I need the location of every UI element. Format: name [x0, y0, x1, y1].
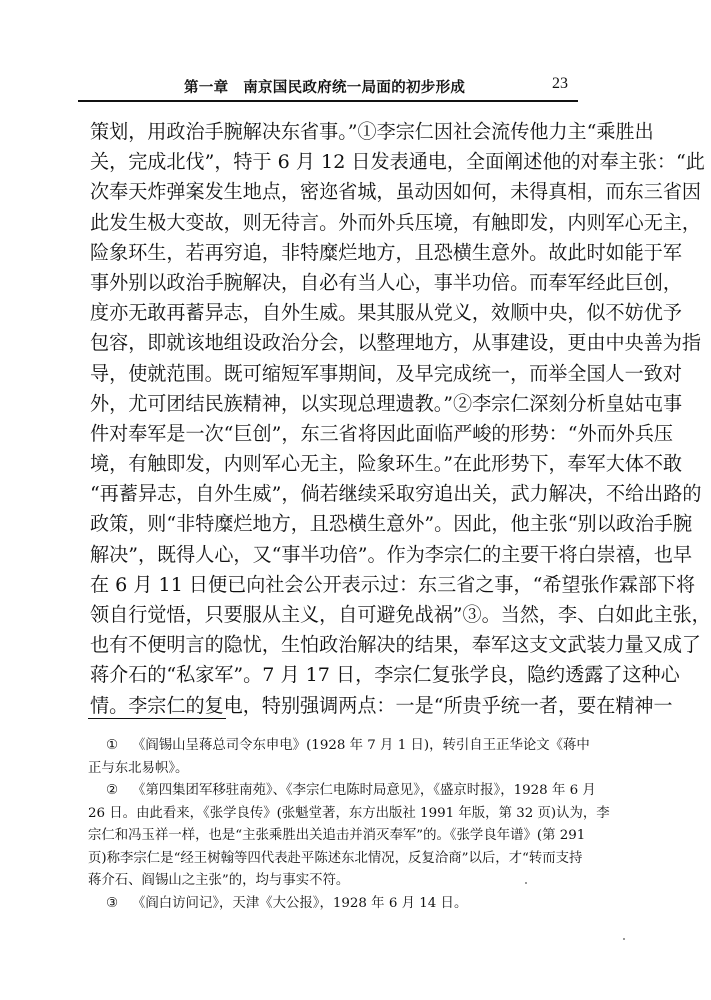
- body-line: 境，有触即发，内则军心无主，险象环生。”在此形势下，奉军大体不敢: [90, 452, 683, 476]
- scan-speck: [525, 882, 527, 884]
- body-text: [90, 117, 711, 721]
- body-line: 在 6 月 11 日便已向社会公开表示过：东三省之事，“希望张作霖部下将: [90, 572, 696, 596]
- body-line: 次奉天炸弹案发生地点，密迩省城，虽动因如何，未得真相，而东三省因: [90, 180, 701, 204]
- footnote-line: 《阎锡山呈蒋总司令东申电》(1928 年 7 月 1 日)，转引自王正华论文《蒋中: [132, 738, 590, 753]
- footnote-line: 正与东北易帜》。: [88, 760, 189, 776]
- body-line: 事外别以政治手腕解决，自必有当人心，事半功倍。而奉军经此巨创，: [90, 270, 682, 294]
- body-line: 领自行觉悟，只要服从主义，自可避免战祸”③。当然，李、白如此主张，: [90, 603, 711, 626]
- footnote-line: 宗仁和冯玉祥一样，也是“主张乘胜出关追击并消灭奉军”的。《张学良年谱》(第 291: [88, 828, 586, 843]
- body-line: 度亦无敢再蓄异志，自外生威。果其服从党义，效顺中央，似不妨优予: [90, 301, 682, 325]
- body-line: 也有不便明言的隐忧，生怕政治解决的结果，奉军这支文武装力量又成了: [90, 633, 701, 657]
- footnote-separator: [88, 718, 226, 719]
- footnote-line: 《第四集团军移驻南苑》、《李宗仁电陈时局意见》，《盛京时报》，1928 年 6 月: [132, 783, 596, 798]
- footnote-line: 26 日。由此看来，《张学良传》(张魁堂著，东方出版社 1991 年版，第 32 页)认为，李: [88, 805, 610, 821]
- body-line: 此发生极大变故，则无待言。外而外兵压境，有触即发，内则军心无主，: [90, 210, 701, 234]
- footnote-line: 页)称李宗仁是“经王树翰等四代表赴平陈述东北情况，反复洽商”以后，才“转而支持: [88, 850, 583, 866]
- body-line: 险象环生，若再穷追，非特糜烂地方，且恐横生意外。故此时如能于军: [90, 240, 682, 264]
- footnote-line: 蒋介石、阎锡山之主张”的，均与事实不符。: [88, 873, 350, 888]
- body-line: 件对奉军是一次“巨创”，东三省将因此面临严峻的形势：“外而外兵压: [90, 421, 674, 445]
- body-line: “再蓄异志，自外生威”，倘若继续采取穷追出关，武力解决，不给出路的: [90, 482, 702, 506]
- footnotes: [88, 735, 610, 915]
- body-line: 关，完成北伐”，特于 6 月 12 日发表通电，全面阐述他的对奉主张：“此: [90, 150, 705, 174]
- body-line: 政策，则“非特糜烂地方，且恐横生意外”。因此，他主张“别以政治手腕: [90, 512, 693, 536]
- footnote-3: [88, 893, 600, 916]
- body-line: 情。李宗仁的复电，特别强调两点：一是“所贵乎统一者，要在精神一: [90, 693, 673, 717]
- footnote-marker: ③: [106, 895, 119, 911]
- footnote-1: [88, 735, 600, 780]
- footnote-marker: ②: [106, 783, 119, 798]
- footnote-marker: ①: [106, 738, 119, 753]
- body-line: 包容，即就该地组设政治分会，以整理地方，从事建设，更由中央善为指: [90, 331, 701, 355]
- body-line: 导，使就范围。既可缩短军事期间，及早完成统一，而举全国人一致对: [90, 361, 682, 385]
- footnote-line: 《阎白访问记》，天津《大公报》，1928 年 6 月 14 日。: [132, 895, 468, 911]
- scan-speck: [623, 938, 625, 940]
- body-line: 外，尤可团结民族精神，以实现总理遗教。”②李宗仁深刻分析皇姑屯事: [90, 391, 683, 415]
- chapter-title: 第一章 南京国民政府统一局面的初步形成: [184, 80, 466, 96]
- footnote-2: [88, 780, 610, 893]
- body-line: 策划，用政治手腕解决东省事。”①李宗仁因社会流传他力主“乘胜出: [90, 120, 654, 143]
- page-number: 23: [552, 75, 568, 92]
- body-line: 解决”，既得人心，又“事半功倍”。作为李宗仁的主要干将白崇禧，也早: [90, 542, 693, 566]
- body-line: 蒋介石的“私家军”。7 月 17 日，李宗仁复张学良，隐约透露了这种心: [90, 663, 680, 687]
- running-header: [78, 76, 578, 102]
